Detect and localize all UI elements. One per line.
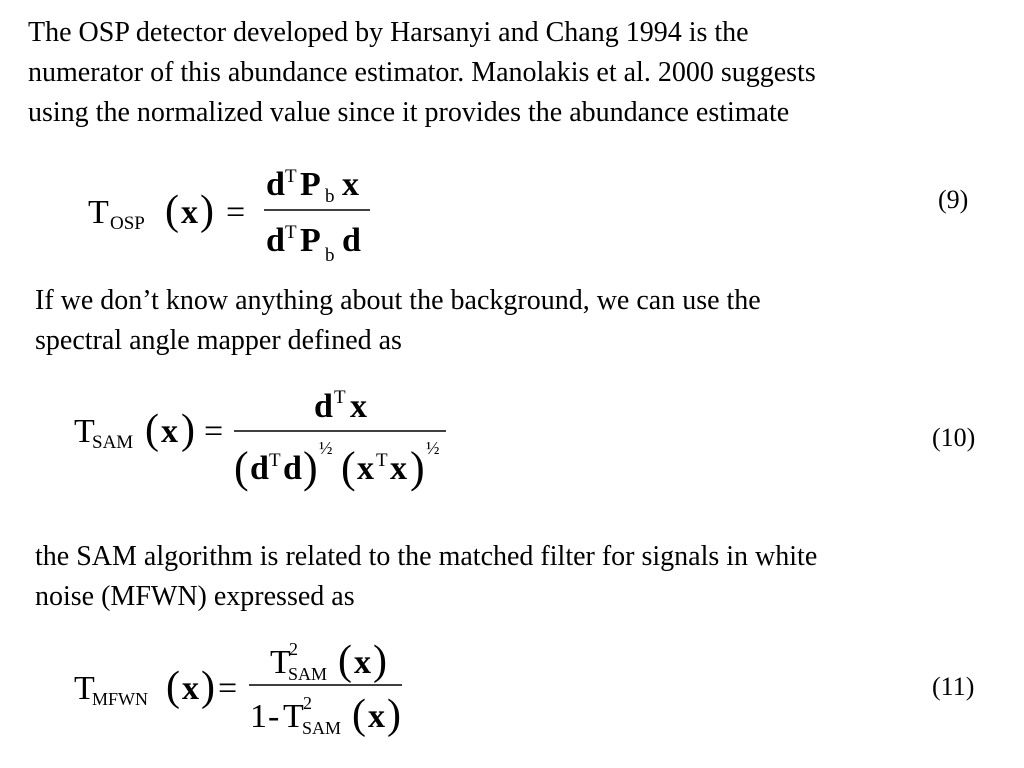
eq9-num-matrix-subscript: b xyxy=(325,186,335,207)
text-line: the SAM algorithm is related to the matched filter for signals in white xyxy=(35,541,818,572)
eq10-den-b-transpose: T xyxy=(376,450,388,471)
eq10-lhs-subscript: SAM xyxy=(92,432,134,453)
eq10-den-b-vector: x xyxy=(357,450,374,487)
text-line: If we don’t know anything about the background, we can use the xyxy=(35,285,761,316)
eq11-lhs-argument: x xyxy=(182,670,199,707)
eq10-den-b-open-paren: ( xyxy=(341,443,356,492)
eq11-num-subscript: SAM xyxy=(288,664,328,684)
eq9-num-matrix: P xyxy=(300,166,321,203)
eq10-den-a-vector: d xyxy=(250,450,269,487)
eq10-close-paren: ) xyxy=(181,407,195,453)
eq11-den-superscript: 2 xyxy=(303,693,312,713)
eq10-num-tail: x xyxy=(350,388,367,425)
eq11-num-argument: x xyxy=(354,644,371,681)
text-line: using the normalized value since it provides the abundance estimate xyxy=(28,97,790,128)
eq11-den-one: 1 xyxy=(250,698,267,735)
eq10-den-b-power: ½ xyxy=(426,438,440,458)
eq10-den-a-transpose: T xyxy=(269,450,281,471)
eq9-equals: = xyxy=(226,194,246,231)
eq11-open-paren: ( xyxy=(166,664,180,710)
equation-11-mfwn xyxy=(74,635,414,745)
eq9-den-matrix: P xyxy=(300,222,321,259)
eq11-num-superscript: 2 xyxy=(289,639,298,659)
equation-number-11: (11) xyxy=(932,672,975,701)
eq11-equals: = xyxy=(218,670,238,707)
equation-number-10: (10) xyxy=(932,423,976,452)
equation-10-sam xyxy=(74,380,454,500)
paragraph-sam-intro xyxy=(35,281,761,361)
eq9-lhs-argument: x xyxy=(181,194,198,231)
eq9-den-tail: d xyxy=(342,222,361,259)
eq11-den-argument: x xyxy=(368,698,385,735)
eq11-num-open-paren: ( xyxy=(338,638,352,684)
eq11-num-symbol: T xyxy=(270,644,291,681)
eq11-num-close-paren: ) xyxy=(373,638,387,684)
eq10-lhs-argument: x xyxy=(161,413,178,450)
eq10-den-a-power: ½ xyxy=(319,438,333,458)
paragraph-osp-intro xyxy=(28,13,816,133)
eq11-den-minus: - xyxy=(268,698,280,735)
text-line: noise (MFWN) expressed as xyxy=(35,581,355,612)
eq9-open-paren: ( xyxy=(165,188,179,234)
eq11-lhs-symbol: T xyxy=(74,670,95,707)
eq11-den-symbol: T xyxy=(283,698,304,735)
eq10-den-b-tail: x xyxy=(390,450,407,487)
eq9-den-transpose: T xyxy=(285,222,297,243)
eq9-num-vector: d xyxy=(266,166,285,203)
eq9-lhs-subscript: OSP xyxy=(110,213,145,234)
equation-number-9: (9) xyxy=(938,185,969,214)
eq10-den-a-open-paren: ( xyxy=(234,443,249,492)
eq10-num-transpose: T xyxy=(334,387,346,408)
eq11-den-subscript: SAM xyxy=(302,718,342,738)
eq9-num-tail: x xyxy=(342,166,359,203)
eq9-den-vector: d xyxy=(266,222,285,259)
eq10-lhs-symbol: T xyxy=(74,413,95,450)
eq10-den-a-close-paren: ) xyxy=(303,443,318,492)
eq10-den-a-tail: d xyxy=(283,450,302,487)
eq9-lhs-symbol: T xyxy=(88,194,109,231)
eq11-den-close-paren: ) xyxy=(387,692,401,738)
eq11-den-open-paren: ( xyxy=(352,692,366,738)
text-line: The OSP detector developed by Harsanyi and Chang 1994 is the xyxy=(28,17,749,48)
eq9-den-matrix-subscript: b xyxy=(325,245,335,266)
eq9-num-transpose: T xyxy=(285,166,297,187)
eq10-equals: = xyxy=(204,413,224,450)
eq10-open-paren: ( xyxy=(145,407,159,453)
eq11-lhs-subscript: MFWN xyxy=(92,689,149,709)
eq10-den-b-close-paren: ) xyxy=(410,443,425,492)
paragraph-mfwn-intro xyxy=(35,537,817,617)
equation-9-osp xyxy=(88,160,388,270)
eq10-num-vector: d xyxy=(314,388,333,425)
text-line: spectral angle mapper defined as xyxy=(35,325,402,356)
eq11-close-paren: ) xyxy=(201,664,215,710)
eq9-close-paren: ) xyxy=(200,188,214,234)
text-line: numerator of this abundance estimator. Manolakis et al. 2000 suggests xyxy=(28,57,816,88)
